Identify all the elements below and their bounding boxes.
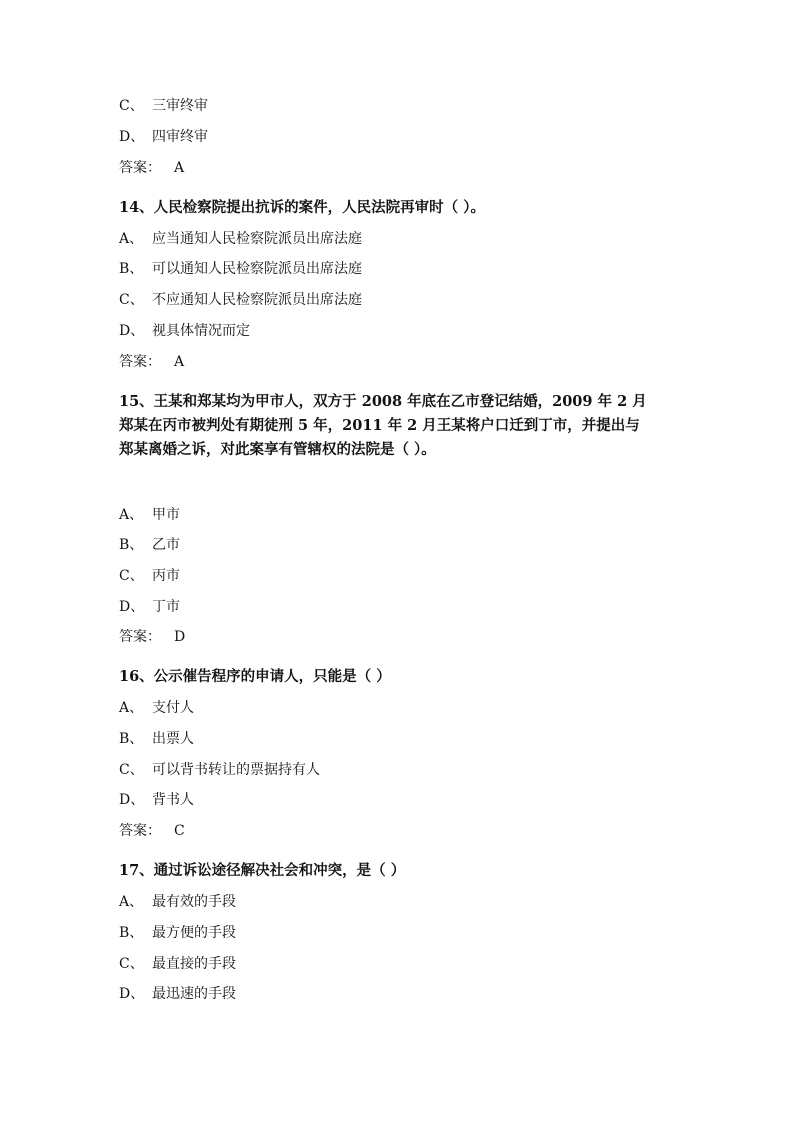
- answer-line: 答案： C: [119, 823, 185, 839]
- option-c: C、 最直接的手段: [119, 956, 236, 972]
- option-c: C、 不应通知人民检察院派员出席法庭: [119, 292, 362, 308]
- option-a: A、 甲市: [119, 507, 180, 523]
- option-d: D、 最迅速的手段: [119, 986, 236, 1002]
- question-15-stem-line-2: 郑某在丙市被判处有期徒刑 5 年，2011 年 2 月王某将户口迁到丁市，并提出与: [119, 417, 640, 434]
- option-b: B、 出票人: [119, 731, 194, 747]
- option-a: A、 支付人: [119, 700, 194, 716]
- option-d: D、 四审终审: [119, 129, 208, 145]
- question-17-stem: 17、通过诉讼途径解决社会和冲突，是（ ）: [119, 862, 406, 879]
- option-b: B、 可以通知人民检察院派员出席法庭: [119, 261, 362, 277]
- answer-line: 答案： D: [119, 629, 186, 645]
- question-14-stem: 14、人民检察院提出抗诉的案件，人民法院再审时（ ）。: [119, 199, 485, 216]
- question-16-stem: 16、公示催告程序的申请人，只能是（ ）: [119, 668, 391, 685]
- question-15-stem-line-3: 郑某离婚之诉，对此案享有管辖权的法院是（ ）。: [119, 441, 436, 458]
- option-a: A、 应当通知人民检察院派员出席法庭: [119, 231, 362, 247]
- option-d: D、 背书人: [119, 792, 194, 808]
- option-d: D、 丁市: [119, 599, 180, 615]
- answer-line: 答案： A: [119, 160, 185, 176]
- option-c: C、 丙市: [119, 568, 180, 584]
- option-a: A、 最有效的手段: [119, 894, 236, 910]
- answer-line: 答案： A: [119, 354, 185, 370]
- option-c: C、 三审终审: [119, 98, 208, 114]
- question-15-stem-line-1: 15、王某和郑某均为甲市人，双方于 2008 年底在乙市登记结婚，2009 年 2 月: [119, 393, 647, 410]
- option-b: B、 最方便的手段: [119, 925, 236, 941]
- option-c: C、 可以背书转让的票据持有人: [119, 762, 320, 778]
- option-d: D、 视具体情况而定: [119, 323, 250, 339]
- option-b: B、 乙市: [119, 537, 180, 553]
